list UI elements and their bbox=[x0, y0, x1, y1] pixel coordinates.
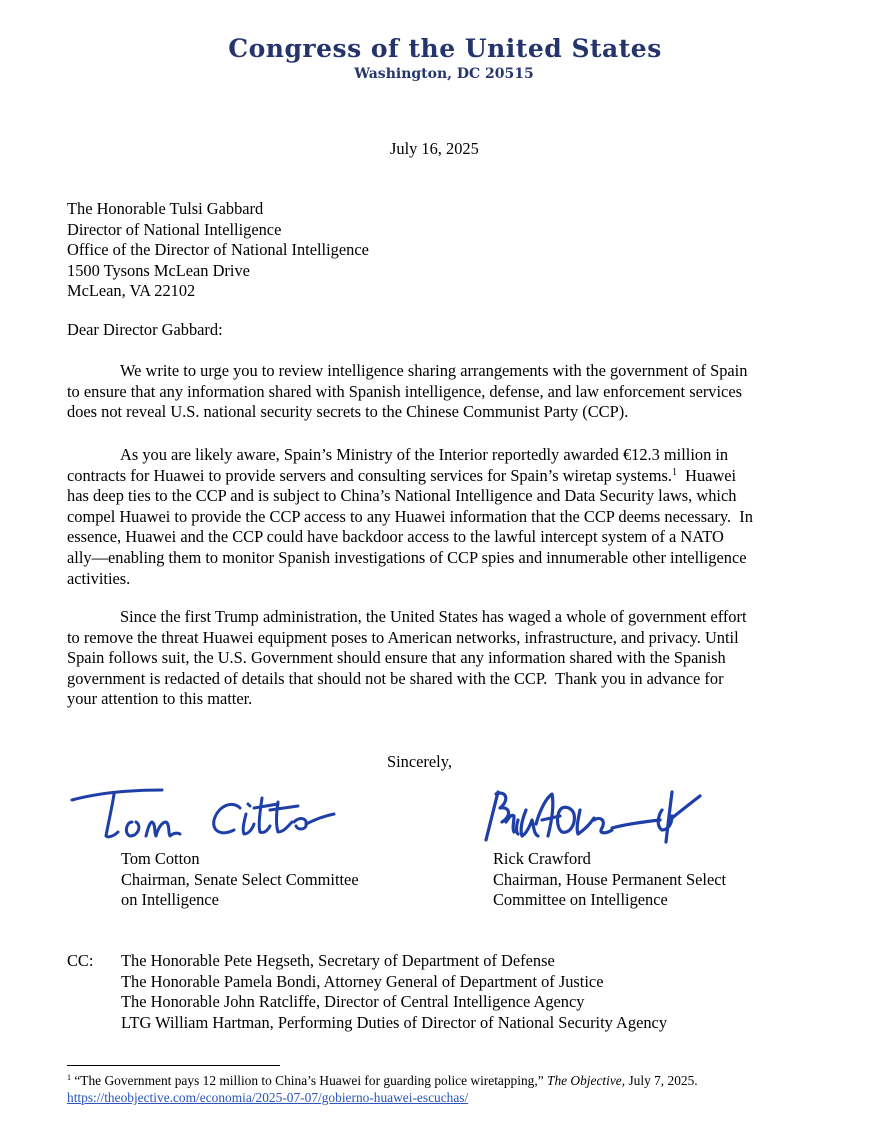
recipient-address bbox=[67, 199, 369, 302]
paragraph-line bbox=[67, 466, 753, 487]
signer-title: on Intelligence bbox=[121, 890, 219, 910]
paragraph-line: has deep ties to the CCP and is subject to China’s National Intelligence and Data Security laws, which bbox=[67, 486, 737, 506]
paragraph-line: to ensure that any information shared with Spanish intelligence, defense, and law enforcement services bbox=[67, 381, 742, 401]
cc-label: CC: bbox=[67, 951, 94, 970]
signer-left bbox=[121, 849, 359, 911]
letter-date: July 16, 2025 bbox=[390, 139, 479, 158]
footnote-source: The Objective, bbox=[547, 1073, 626, 1088]
paragraph-line-text: contracts for Huawei to provide servers and consulting services for Spain’s wiretap systems. bbox=[67, 465, 672, 485]
footnote-number: 1 bbox=[67, 1073, 71, 1082]
paragraph-line: ally—enabling them to monitor Spanish investigations of CCP spies and innumerable other intelligence bbox=[67, 547, 747, 567]
recipient-line: Office of the Director of National Intelligence bbox=[67, 240, 369, 260]
salutation: Dear Director Gabbard: bbox=[67, 320, 223, 339]
recipient-line: Director of National Intelligence bbox=[67, 219, 282, 239]
footnote-divider bbox=[67, 1065, 280, 1066]
recipient-line: 1500 Tysons McLean Drive bbox=[67, 260, 250, 280]
paragraph-2 bbox=[67, 445, 753, 589]
closing: Sincerely, bbox=[387, 752, 452, 771]
signer-name: Rick Crawford bbox=[493, 849, 591, 868]
paragraph-line: to remove the threat Huawei equipment poses to American networks, infrastructure, and privacy. Until bbox=[67, 627, 739, 647]
signer-title: Chairman, House Permanent Select bbox=[493, 869, 727, 889]
paragraph-line: compel Huawei to provide the CCP access to any Huawei information that the CCP deems necessary. In bbox=[67, 506, 753, 526]
signer-title: Committee on Intelligence bbox=[493, 890, 668, 910]
paragraph-line: essence, Huawei and the CCP could have backdoor access to the lawful intercept system of a NATO bbox=[67, 527, 724, 547]
footnote-ref: 1 bbox=[671, 466, 677, 478]
paragraph-line: activities. bbox=[67, 568, 131, 588]
signature-tom-cotton bbox=[62, 778, 352, 848]
paragraph-line: does not reveal U.S. national security secrets to the Chinese Communist Party (CCP). bbox=[67, 402, 629, 422]
footnote-date: July 7, 2025. bbox=[625, 1073, 698, 1088]
paragraph-3 bbox=[67, 607, 747, 710]
letterhead-title: Congress of the United States bbox=[228, 34, 662, 63]
recipient-line: McLean, VA 22102 bbox=[67, 281, 196, 301]
footnote-line bbox=[67, 1072, 698, 1089]
footnote-link[interactable]: https://theobjective.com/economia/2025-07-07/gobierno-huawei-escuchas/ bbox=[67, 1090, 469, 1105]
letterhead-subtitle: Washington, DC 20515 bbox=[354, 66, 534, 82]
signer-name: Tom Cotton bbox=[121, 849, 200, 868]
recipient-line: The Honorable Tulsi Gabbard bbox=[67, 199, 264, 218]
paragraph-line: Spain follows suit, the U.S. Government should ensure that any information shared with the Spanish bbox=[67, 648, 726, 668]
paragraph-1 bbox=[67, 361, 747, 423]
cc-recipient: The Honorable Pamela Bondi, Attorney General of Department of Justice bbox=[121, 971, 604, 991]
signer-right bbox=[493, 849, 726, 911]
paragraph-line: As you are likely aware, Spain’s Ministry of the Interior reportedly awarded €12.3 million in bbox=[120, 445, 729, 464]
signer-title: Chairman, Senate Select Committee bbox=[121, 869, 359, 889]
paragraph-line-text: Huawei bbox=[676, 465, 737, 485]
cc-recipient: LTG William Hartman, Performing Duties of Director of National Security Agency bbox=[121, 1012, 668, 1032]
paragraph-line: your attention to this matter. bbox=[67, 689, 253, 709]
cc-list bbox=[121, 951, 667, 1033]
paragraph-line: Since the first Trump administration, the United States has waged a whole of government effort bbox=[120, 607, 747, 626]
footnote-text: “The Government pays 12 million to China’s Huawei for guarding police wiretapping,” bbox=[71, 1073, 547, 1088]
paragraph-line: We write to urge you to review intelligence sharing arrangements with the government of Spain bbox=[120, 361, 748, 380]
cc-recipient: The Honorable John Ratcliffe, Director of Central Intelligence Agency bbox=[121, 992, 585, 1012]
footnote bbox=[67, 1072, 698, 1106]
paragraph-line: government is redacted of details that should not be shared with the CCP. Thank you in advance for bbox=[67, 668, 724, 688]
letterhead bbox=[0, 34, 876, 83]
cc-recipient: The Honorable Pete Hegseth, Secretary of Department of Defense bbox=[121, 951, 555, 970]
signature-rick-crawford bbox=[476, 780, 726, 850]
